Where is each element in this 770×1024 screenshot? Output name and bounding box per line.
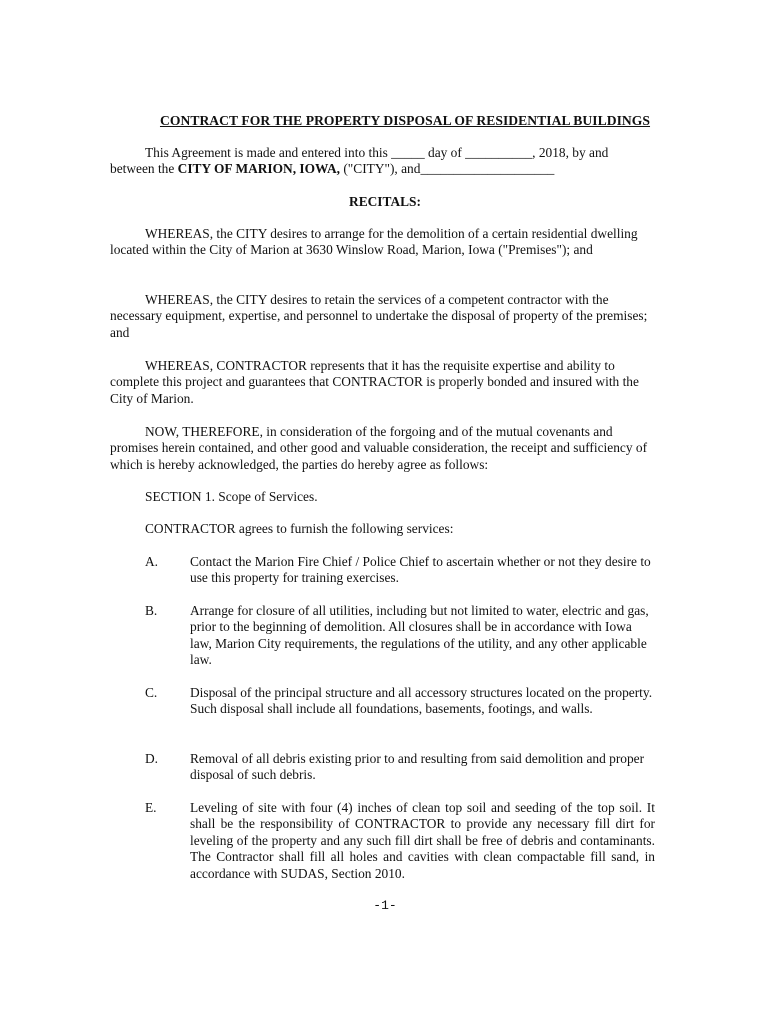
intro-text-2: ("CITY"), and____________________: [339, 161, 555, 177]
list-item-letter: B.: [145, 603, 158, 618]
list-item-letter: C.: [145, 685, 158, 700]
list-item-text: Disposal of the principal structure and all accessory structures located on the property. Such disposal shall include all foundations, basements, footings, and walls.: [190, 685, 653, 717]
page-number: -1-: [373, 898, 397, 913]
intro-paragraph: [110, 145, 650, 178]
list-item-text: Arrange for closure of all utilities, including but not limited to water, electric and gas, prior to the beginning of demolition. All closures shall be in accordance with Iowa law, Marion City requirements, the regulations of the utility, and any other applicable law.: [190, 603, 649, 668]
now-therefore-paragraph: NOW, THEREFORE, in consideration of the forgoing and of the mutual covenants and promises herein contained, and other good and valuable consideration, the receipt and sufficiency of which is hereby acknowledged, the parties do hereby agree as follows:: [110, 424, 648, 472]
whereas-paragraph-2: WHEREAS, the CITY desires to retain the services of a competent contractor with the necessary equipment, expertise, and personnel to undertake the disposal of property of the premises; and: [110, 292, 648, 340]
whereas-paragraph-1: WHEREAS, the CITY desires to arrange for the demolition of a certain residential dwelling located within the City of Marion at 3630 Winslow Road, Marion, Iowa ("Premises"); and: [110, 226, 638, 258]
services-intro: CONTRACTOR agrees to furnish the following services:: [145, 521, 454, 536]
document-title: CONTRACT FOR THE PROPERTY DISPOSAL OF RESIDENTIAL BUILDINGS: [159, 113, 651, 128]
party-city-name: CITY OF MARION, IOWA,: [177, 161, 340, 177]
list-item-letter: D.: [145, 751, 159, 766]
list-item-letter: E.: [145, 800, 157, 815]
list-item-text: Contact the Marion Fire Chief / Police Chief to ascertain whether or not they desire to use this property for training exercises.: [190, 554, 651, 586]
list-item-text: Removal of all debris existing prior to and resulting from said demolition and proper disposal of such debris.: [190, 751, 645, 783]
intro-text-1: This Agreement is made and entered into this _____ day of __________, 2018, by and between the: [110, 145, 609, 177]
list-item-text: Leveling of site with four (4) inches of clean top soil and seeding of the top soil. It shall be the responsibility of CONTRACTOR to provide any necessary fill dirt for leveling of the property and any such fill dirt shall be free of debris and contaminants. The Contractor shall fill all holes and cavities with clean compactable fill sand, in accordance with SUDAS, Section 2010.: [190, 800, 655, 881]
section-1-heading: SECTION 1. Scope of Services.: [145, 489, 318, 504]
whereas-paragraph-3: WHEREAS, CONTRACTOR represents that it has the requisite expertise and ability to complete this project and guarantees that CONTRACTOR is properly bonded and insured with the City of Marion.: [110, 358, 639, 406]
list-item-letter: A.: [145, 554, 159, 569]
recitals-heading: RECITALS:: [349, 194, 421, 209]
